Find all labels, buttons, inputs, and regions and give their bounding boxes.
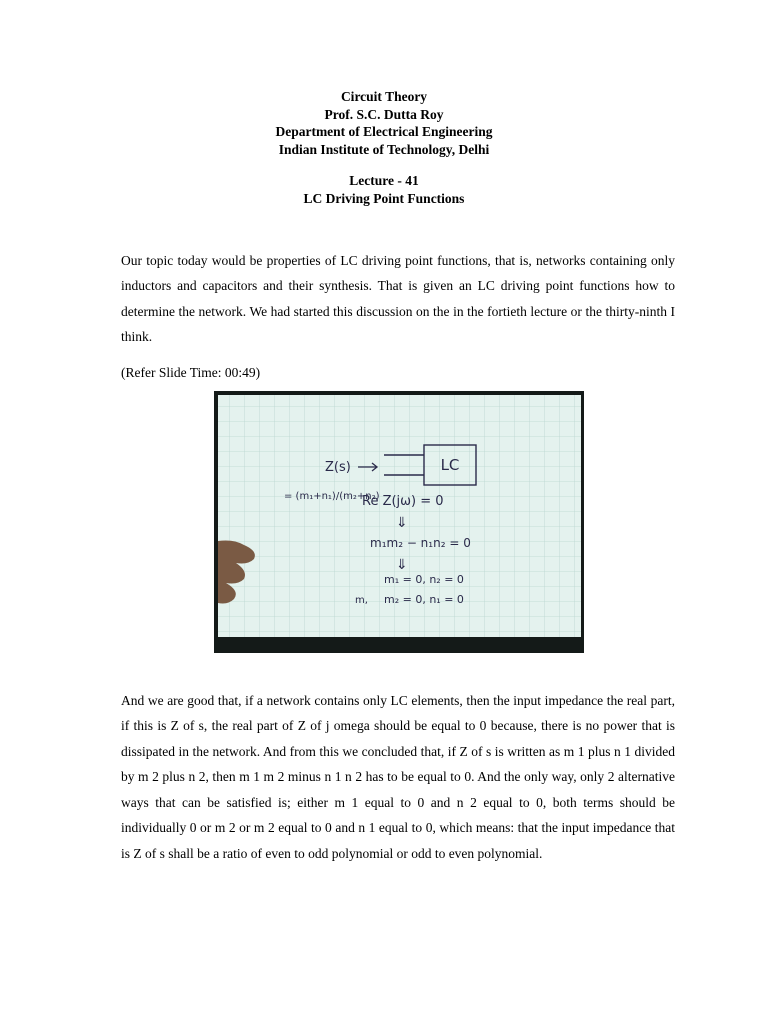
slide-image [214,391,584,653]
refer-slide-time: (Refer Slide Time: 00:49) [121,364,261,380]
impedance-fraction: = (m₁+n₁)/(m₂+n₂) [284,491,380,502]
z-label: Z(s) [325,460,351,475]
lecture-number: Lecture - 41 [349,173,419,188]
department-name: Department of Electrical Engineering [275,124,493,139]
lecture-title: LC Driving Point Functions [303,190,465,206]
intro-paragraph: Our topic today would be properties of LC driving point functions, that is, networks containing only inductors and capacitors and their synthesis. That is given an LC driving point functions how to determine the network. We had started this discussion on the in the fortieth lecture or the thirty-ninth I think. [121,252,675,344]
implies-down-icon: ⇓ [396,515,408,531]
body-paragraph: And we are good that, if a network contains only LC elements, then the input impedance the real part, if this is Z of s, the real part of Z of j omega should be equal to 0 because, there is no power that is dissipated in the network. And from this we concluded that, if Z of s is written as m 1 plus n 1 divided by m 2 plus n 2, then m 1 m 2 minus n 1 n 2 has to be equal to 0. And the only way, only 2 alternative ways that can be satisfied is; either m 1 equal to 0 and n 2 equal to 0, both terms should be individually 0 or m 2 or m 2 equal to 0 and n 1 equal to 0, which means: that the input impedance that is Z of s shall be a ratio of even to odd polynomial or odd to even polynomial. [121,692,675,861]
lecture-heading [0,172,768,207]
case-two-equation: m₂ = 0, n₁ = 0 [384,593,464,606]
professor-name: Prof. S.C. Dutta Roy [324,106,444,122]
document-header [0,88,768,158]
case-two-prefix: m, [355,595,368,606]
case-one-equation: m₁ = 0, n₂ = 0 [384,573,464,586]
slide-drawing [214,391,584,653]
real-part-equation: Re Z(jω) = 0 [362,494,444,509]
lc-box-label: LC [440,456,460,474]
implies-down-icon-2: ⇓ [396,557,408,573]
product-equation: m₁m₂ − n₁n₂ = 0 [370,536,471,550]
institute-name: Indian Institute of Technology, Delhi [278,141,490,157]
course-title: Circuit Theory [340,89,428,104]
